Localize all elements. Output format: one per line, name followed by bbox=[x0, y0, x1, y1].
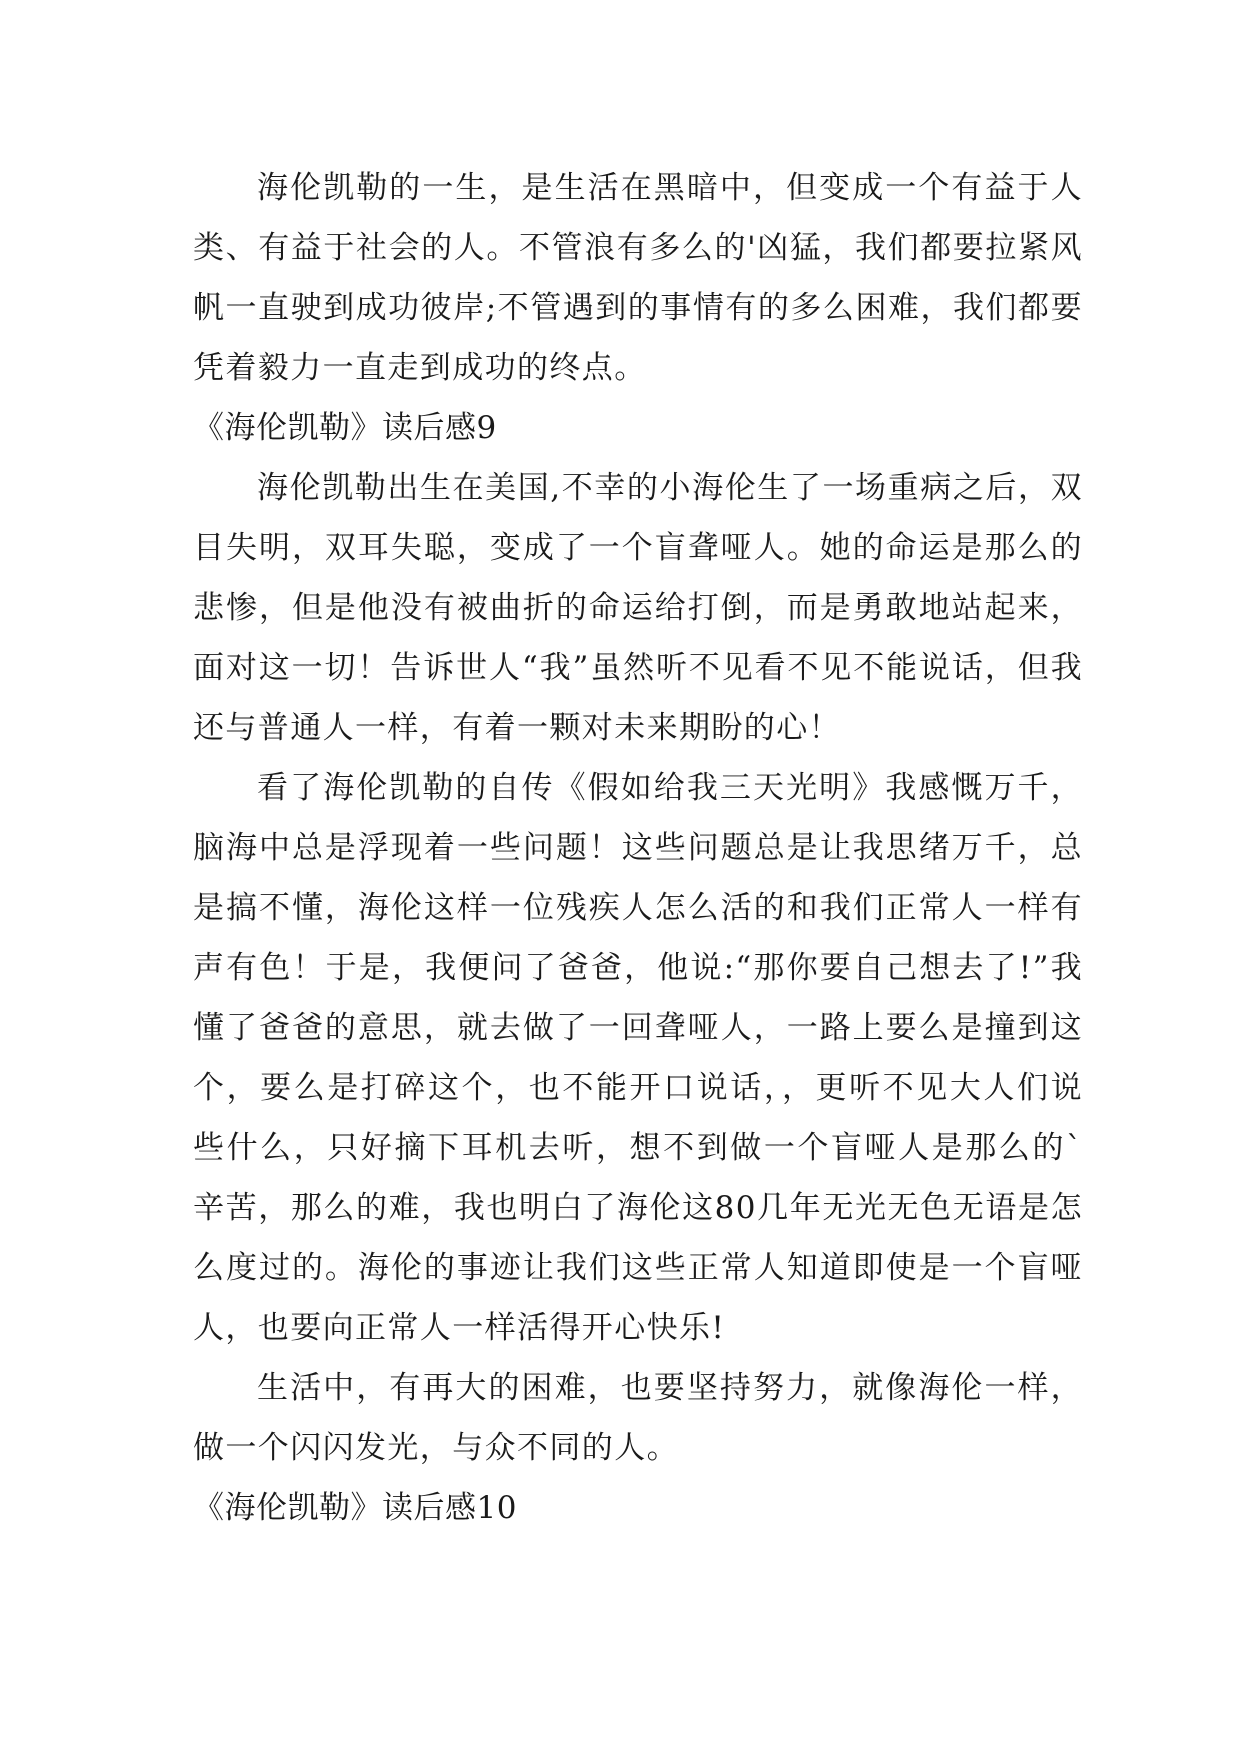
paragraph-conclusion: 生活中，有再大的困难，也要坚持努力，就像海伦一样，做一个闪闪发光，与众不同的人。 bbox=[193, 1370, 1083, 1466]
paragraph-helen-life-summary: 海伦凯勒的一生，是生活在黑暗中，但变成一个有益于人类、有益于社会的人。不管浪有多么的'凶猛，我们都要拉紧风帆一直驶到成功彼岸;不管遇到的事情有的多么困难，我们都要凭着毅力一直走到成功的终点。 bbox=[193, 170, 1083, 386]
section-heading-10: 《海伦凯勒》读后感10 bbox=[193, 1490, 517, 1526]
document-body bbox=[193, 158, 1083, 1538]
section-heading-9: 《海伦凯勒》读后感9 bbox=[193, 410, 497, 446]
paragraph-autobiography-reflection: 看了海伦凯勒的自传《假如给我三天光明》我感慨万千，脑海中总是浮现着一些问题！这些问题总是让我思绪万千，总是搞不懂，海伦这样一位残疾人怎么活的和我们正常人一样有声有色！于是，我便问了爸爸，他说:“那你要自己想去了!”我懂了爸爸的意思，就去做了一回聋哑人，一路上要么是撞到这个，要么是打碎这个，也不能开口说话，，更听不见大人们说些什么，只好摘下耳机去听，想不到做一个盲哑人是那么的`辛苦，那么的难，我也明白了海伦这80几年无光无色无语是怎么度过的。海伦的事迹让我们这些正常人知道即使是一个盲哑人，也要向正常人一样活得开心快乐! bbox=[193, 770, 1083, 1346]
paragraph-helen-birth: 海伦凯勒出生在美国,不幸的小海伦生了一场重病之后，双目失明，双耳失聪，变成了一个盲聋哑人。她的命运是那么的悲惨，但是他没有被曲折的命运给打倒，而是勇敢地站起来，面对这一切！告诉世人“我”虽然听不见看不见不能说话，但我还与普通人一样，有着一颗对未来期盼的心！ bbox=[193, 470, 1083, 746]
